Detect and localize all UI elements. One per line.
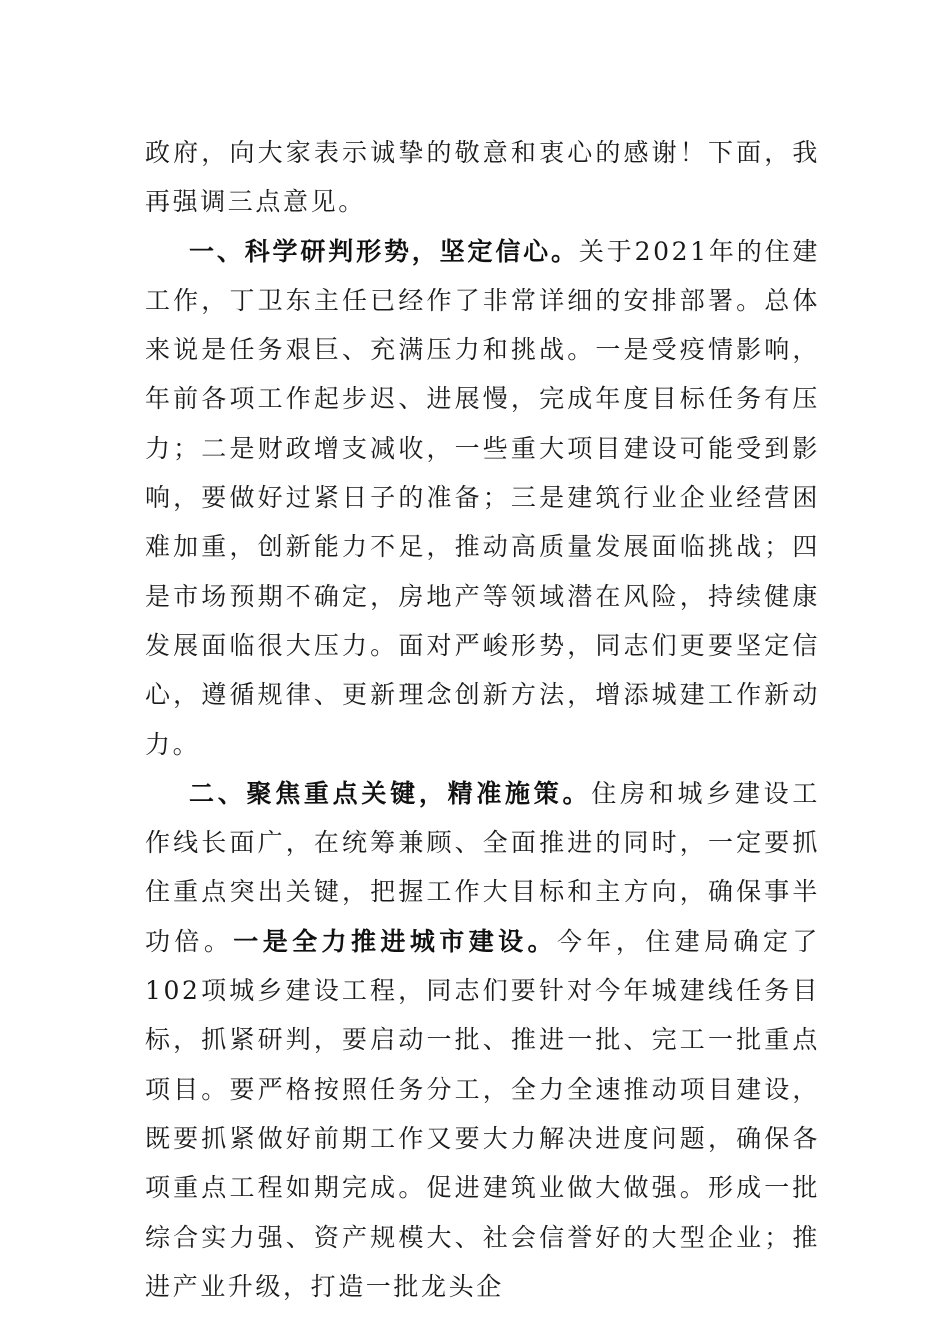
text-run: 住房和城乡建设工作线长面广，在统筹兼顾、全面推进的同时，一定要抓住重点突出关键，把握工作大目标和主方向，确保事半功倍。 xyxy=(145,778,820,956)
section-heading-1: 一、科学研判形势，坚定信心。 xyxy=(189,236,579,266)
paragraph-3 xyxy=(145,769,820,1311)
text-run: 关于2021年的住建工作，丁卫东主任已经作了非常详细的安排部署。总体来说是任务艰巨、充满压力和挑战。一是受疫情影响，年前各项工作起步迟、进展慢，完成年度目标任务有压力；二是财政增支减收，一些重大项目建设可能受到影响，要做好过紧日子的准备；三是建筑行业企业经营困难加重，创新能力不足，推动高质量发展面临挑战；四是市场预期不确定，房地产等领域潜在风险，持续健康发展面临很大压力。面对严峻形势，同志们更要坚定信心，遵循规律、更新理念创新方法，增添城建工作新动力。 xyxy=(145,236,821,759)
section-heading-2: 二、聚焦重点关键，精准施策。 xyxy=(189,778,592,808)
paragraph-2 xyxy=(145,227,820,769)
paragraph-1 xyxy=(145,128,820,227)
text-run: 政府，向大家表示诚挚的敬意和衷心的感谢！下面，我再强调三点意见。 xyxy=(145,138,820,217)
document-body xyxy=(145,128,820,1311)
subheading-city-construction: 一是全力推进城市建设。 xyxy=(233,926,557,956)
text-run: 今年，住建局确定了102项城乡建设工程，同志们要针对今年城建线任务目标，抓紧研判，要启动一批、推进一批、完工一批重点项目。要严格按照任务分工，全力全速推动项目建设，既要抓紧做好前期工作又要大力解决进度问题，确保各项重点工程如期完成。促进建筑业做大做强。形成一批综合实力强、资产规模大、社会信誉好的大型企业；推进产业升级，打造一批龙头企 xyxy=(145,926,820,1301)
